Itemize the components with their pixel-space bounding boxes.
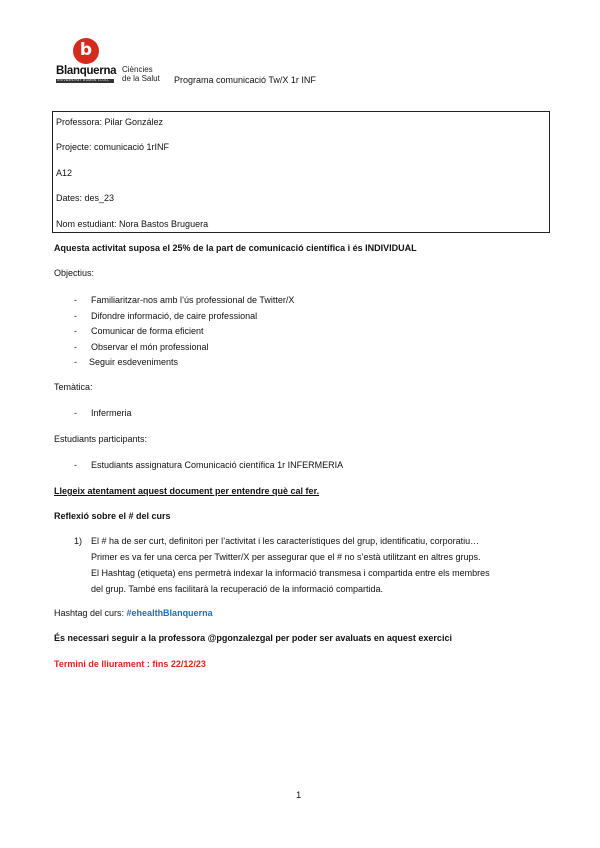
page-number: 1: [296, 790, 302, 801]
brand-name: Blanquerna: [56, 65, 117, 77]
hashtag-line: [54, 608, 213, 618]
objectives-heading: Objectius:: [54, 268, 95, 278]
theme-heading: Temàtica:: [54, 382, 93, 392]
deadline-text: Termini de lliurament : fins 22/12/23: [54, 659, 206, 669]
list-item: Observar el món professional: [91, 342, 209, 352]
reflection-line: del grup. També ens facilitarà la recuperació de la informació compartida.: [91, 584, 383, 594]
bullet: -: [74, 311, 77, 321]
list-item: Difondre informació, de caire professional: [91, 311, 258, 321]
bullet: -: [74, 357, 77, 367]
program-title: Programa comunicació Tw/X 1r INF: [174, 75, 316, 85]
list-number: 1): [74, 536, 83, 546]
reflection-heading: Reflexió sobre el # del curs: [54, 511, 171, 521]
dates-field: Dates: des_23: [56, 193, 115, 203]
bullet: -: [74, 460, 77, 470]
reflection-line: El Hashtag (etiqueta) ens permetrà indexar la informació transmesa i compartida entre els membres: [91, 568, 490, 578]
read-note: Llegeix atentament aquest document per entendre què cal fer.: [54, 486, 320, 496]
bullet: -: [74, 295, 77, 305]
project-field: Projecte: comunicació 1rINF: [56, 142, 170, 152]
list-item: Infermeria: [91, 408, 132, 418]
info-box: [52, 111, 550, 233]
reflection-line: El # ha de ser curt, definitori per l’activitat i les característiques del grup, identificatiu, corporatiu…: [91, 536, 480, 546]
follow-note: És necessari seguir a la professora @pgonzalezgal per poder ser avaluats en aquest exercici: [54, 633, 452, 643]
bullet: -: [74, 342, 77, 352]
bullet: -: [74, 408, 77, 418]
group-field: A12: [56, 168, 73, 178]
blanquerna-logo-icon: b: [73, 38, 99, 64]
brand-tagline: UNIVERSITAT RAMON LLULL: [57, 78, 110, 82]
hashtag-label: Hashtag del curs:: [54, 608, 127, 618]
list-item: Seguir esdeveniments: [89, 357, 179, 367]
document-header: [56, 34, 556, 94]
list-item: Estudiants assignatura Comunicació científica 1r INFERMERIA: [91, 460, 344, 470]
reflection-line: Primer es va fer una cerca per Twitter/X per assegurar que el # no s’està utilitzant en altres grups.: [91, 552, 481, 562]
participants-heading: Estudiants participants:: [54, 434, 148, 444]
student-field: Nom estudiant: Nora Bastos Bruguera: [56, 219, 209, 229]
bullet: -: [74, 326, 77, 336]
faculty-name: Ciències de la Salut: [122, 65, 160, 83]
list-item: Comunicar de forma eficient: [91, 326, 204, 336]
list-item: Familiaritzar-nos amb l’ús professional de Twitter/X: [91, 295, 295, 305]
intro-text: Aquesta activitat suposa el 25% de la part de comunicació científica i és INDIVIDUAL: [54, 243, 417, 253]
hashtag-link[interactable]: #ehealthBlanquerna: [126, 608, 213, 618]
professor-field: Professora: Pilar González: [56, 117, 164, 127]
